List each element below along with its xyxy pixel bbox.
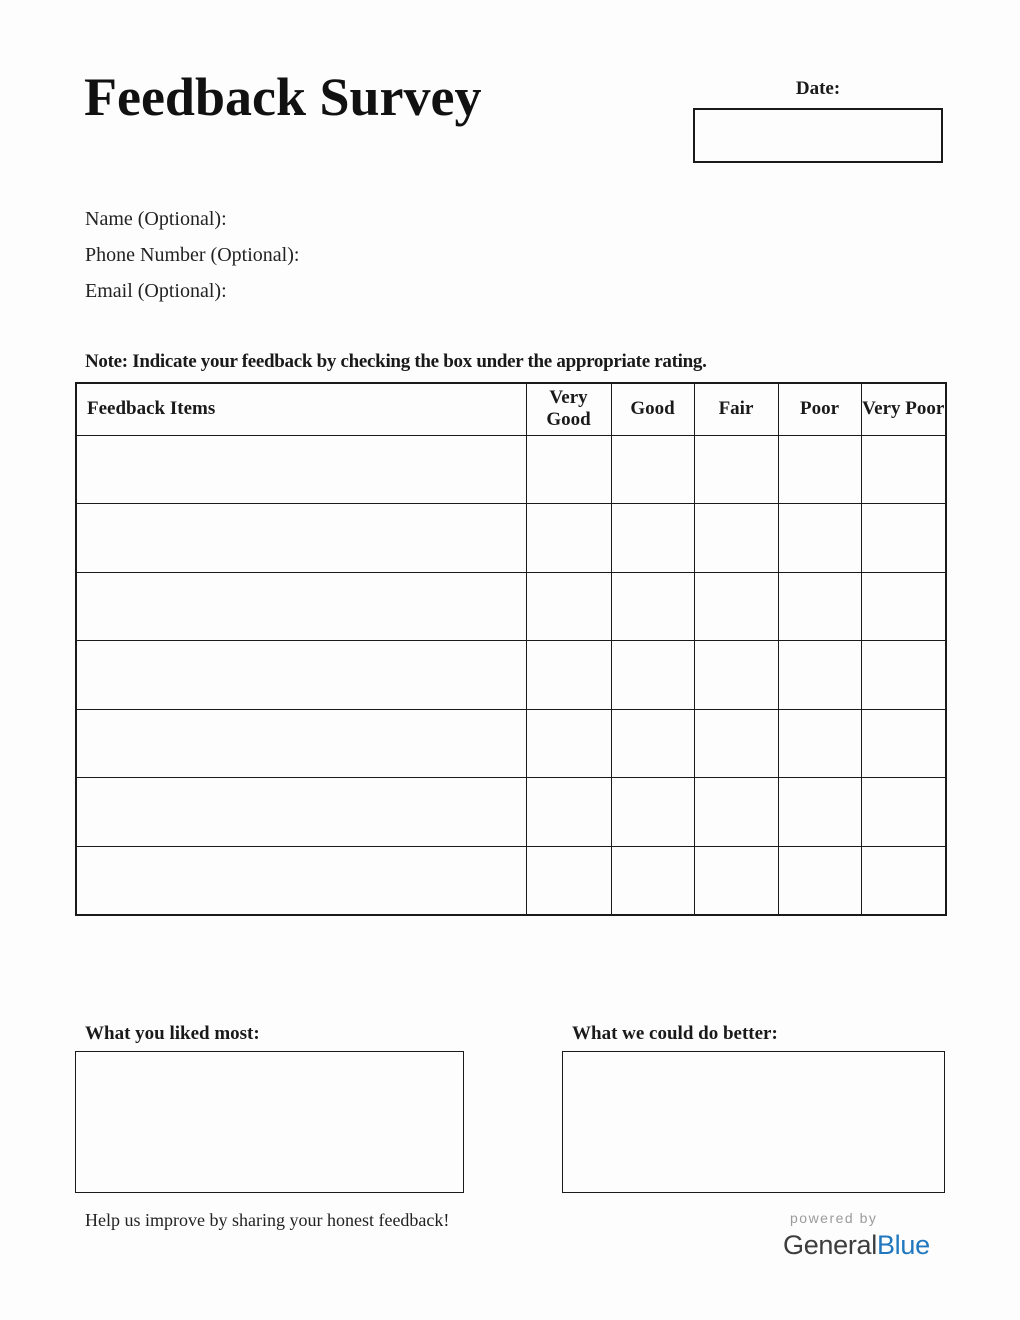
footer-message: Help us improve by sharing your honest feedback! (85, 1210, 450, 1230)
brand-general-text: General (783, 1230, 877, 1260)
table-row (76, 435, 946, 504)
rating-cell-very-good[interactable] (526, 504, 611, 573)
rating-cell-fair[interactable] (694, 572, 778, 641)
rating-cell-fair[interactable] (694, 435, 778, 504)
feedback-item-cell[interactable] (76, 846, 526, 915)
do-better-input-box[interactable] (562, 1051, 945, 1193)
page-title: Feedback Survey (84, 67, 482, 127)
feedback-item-cell[interactable] (76, 435, 526, 504)
powered-by-block (783, 1211, 943, 1259)
rating-cell-very-poor[interactable] (861, 435, 946, 504)
rating-cell-poor[interactable] (778, 504, 861, 573)
liked-most-input-box[interactable] (75, 1051, 464, 1193)
table-row (76, 641, 946, 710)
table-row (76, 504, 946, 573)
rating-cell-poor[interactable] (778, 778, 861, 847)
instruction-note: Note: Indicate your feedback by checking the box under the appropriate rating. (85, 351, 707, 372)
rating-cell-fair[interactable] (694, 778, 778, 847)
rating-cell-good[interactable] (611, 709, 694, 778)
rating-cell-very-poor[interactable] (861, 846, 946, 915)
rating-cell-fair[interactable] (694, 709, 778, 778)
rating-cell-very-good[interactable] (526, 641, 611, 710)
rating-cell-very-good[interactable] (526, 709, 611, 778)
table-row (76, 846, 946, 915)
rating-cell-very-poor[interactable] (861, 504, 946, 573)
column-header-very-poor: Very Poor (861, 383, 946, 435)
rating-cell-very-good[interactable] (526, 778, 611, 847)
rating-cell-good[interactable] (611, 572, 694, 641)
rating-cell-fair[interactable] (694, 504, 778, 573)
rating-cell-very-poor[interactable] (861, 709, 946, 778)
rating-cell-good[interactable] (611, 641, 694, 710)
powered-by-text: powered by (790, 1210, 878, 1226)
general-blue-logo (783, 1232, 943, 1259)
column-header-fair: Fair (694, 383, 778, 435)
rating-cell-very-good[interactable] (526, 435, 611, 504)
feedback-item-cell[interactable] (76, 504, 526, 573)
brand-blue-text: Blue (876, 1230, 930, 1260)
rating-cell-good[interactable] (611, 504, 694, 573)
date-label: Date: (795, 78, 841, 99)
feedback-table-body (76, 435, 946, 915)
feedback-item-cell[interactable] (76, 709, 526, 778)
column-header-good: Good (611, 383, 694, 435)
rating-cell-very-good[interactable] (526, 846, 611, 915)
rating-cell-very-poor[interactable] (861, 572, 946, 641)
column-header-very-good: Very Good (526, 383, 611, 435)
table-row (76, 709, 946, 778)
column-header-poor: Poor (778, 383, 861, 435)
rating-cell-poor[interactable] (778, 641, 861, 710)
feedback-item-cell[interactable] (76, 778, 526, 847)
email-field-label: Email (Optional): (85, 280, 227, 302)
phone-field-label: Phone Number (Optional): (85, 244, 300, 266)
rating-cell-good[interactable] (611, 778, 694, 847)
feedback-table (75, 382, 947, 916)
liked-most-label: What you liked most: (85, 1023, 260, 1044)
rating-cell-fair[interactable] (694, 641, 778, 710)
feedback-table-header (76, 383, 946, 435)
rating-cell-fair[interactable] (694, 846, 778, 915)
table-row (76, 572, 946, 641)
rating-cell-very-poor[interactable] (861, 641, 946, 710)
date-input-box[interactable] (693, 108, 943, 163)
rating-cell-very-poor[interactable] (861, 778, 946, 847)
table-row (76, 778, 946, 847)
do-better-label: What we could do better: (572, 1023, 778, 1044)
rating-cell-poor[interactable] (778, 846, 861, 915)
rating-cell-good[interactable] (611, 846, 694, 915)
name-field-label: Name (Optional): (85, 208, 227, 230)
rating-cell-poor[interactable] (778, 435, 861, 504)
rating-cell-very-good[interactable] (526, 572, 611, 641)
column-header-feedback-items: Feedback Items (76, 383, 526, 435)
rating-cell-poor[interactable] (778, 709, 861, 778)
feedback-item-cell[interactable] (76, 572, 526, 641)
rating-cell-good[interactable] (611, 435, 694, 504)
rating-cell-poor[interactable] (778, 572, 861, 641)
feedback-item-cell[interactable] (76, 641, 526, 710)
